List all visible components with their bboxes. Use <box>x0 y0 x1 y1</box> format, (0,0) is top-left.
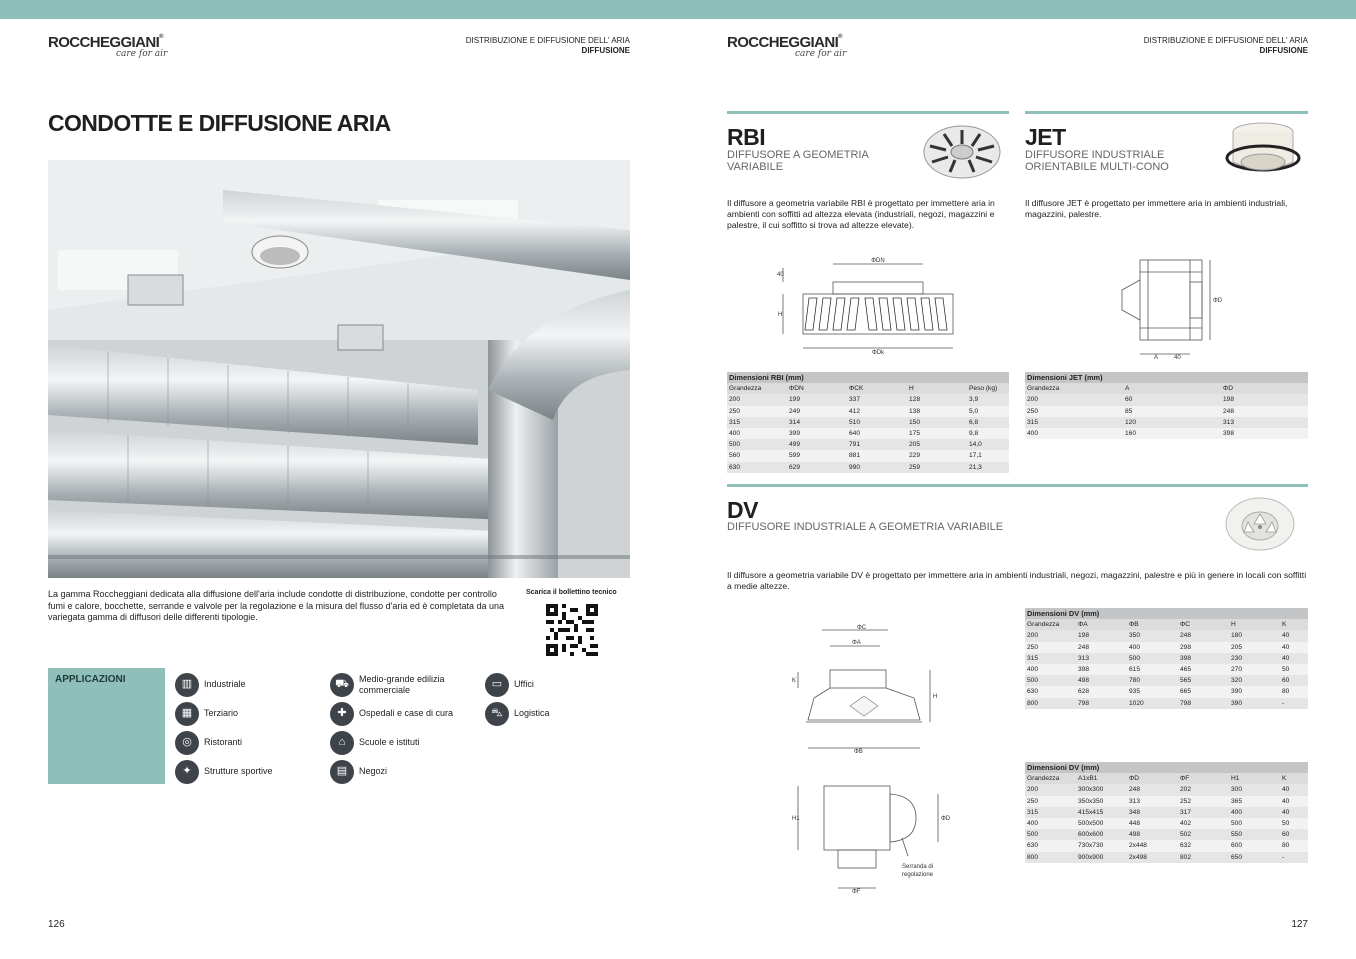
table-cell: 400 <box>727 428 787 439</box>
table-cell: 315 <box>727 417 787 428</box>
table-cell: 40 <box>1280 796 1308 807</box>
table-row <box>727 428 1009 439</box>
table-cell: 400 <box>1025 664 1076 675</box>
dv-label-b: ΦB <box>854 749 863 755</box>
table-cell: 200 <box>727 394 787 405</box>
dv-table-1 <box>1025 608 1308 709</box>
table-cell: 800 <box>1025 698 1076 709</box>
rbi-label-h: H <box>778 312 783 318</box>
dv-label-c: ΦC <box>857 625 867 631</box>
factory-icon: ▥ <box>175 673 199 697</box>
table-header: ΦD <box>1127 773 1178 784</box>
application-item <box>175 699 325 728</box>
section-header-left <box>370 36 630 56</box>
jet-product-image <box>1220 118 1306 184</box>
table-cell: 40 <box>1280 630 1308 641</box>
rbi-table-caption: Dimensioni RBI (mm) <box>727 372 1009 383</box>
table-cell: 990 <box>847 462 907 473</box>
page-number-left: 126 <box>48 919 65 930</box>
table-cell: 202 <box>1178 784 1229 795</box>
table-cell: 390 <box>1229 698 1280 709</box>
dv-dimensions-table-1 <box>1025 608 1308 709</box>
dv-label-h: H <box>933 694 938 700</box>
table-cell: 315 <box>1025 653 1076 664</box>
table-cell: 248 <box>1076 642 1127 653</box>
table-cell: 320 <box>1229 675 1280 686</box>
table-cell: 500 <box>1025 675 1076 686</box>
rbi-label-dk: ΦDk <box>871 350 885 356</box>
page-number-right: 127 <box>1291 919 1308 930</box>
dv-dimensions-table-2 <box>1025 762 1308 863</box>
dv-description: Il diffusore a geometria variabile DV è progettato per immettere aria in ambienti industriali, negozi, magazzini, palestre e più in genere in locali con soffitti a medie altezze. <box>727 570 1307 591</box>
qr-code[interactable] <box>546 604 598 656</box>
table-cell: 498 <box>1127 829 1178 840</box>
table-cell: 248 <box>1127 784 1178 795</box>
jet-technical-drawing <box>1112 250 1223 362</box>
table-cell: 500 <box>1127 653 1178 664</box>
table-cell: 500 <box>727 439 787 450</box>
table-header: A <box>1123 383 1221 394</box>
table-row <box>1025 417 1308 428</box>
table-cell: 138 <box>907 406 967 417</box>
table-cell: 60 <box>1123 394 1221 405</box>
dv-technical-drawing-2 <box>784 778 954 898</box>
table-cell: 1020 <box>1127 698 1178 709</box>
table-cell: 200 <box>1025 394 1123 405</box>
table-cell: 412 <box>847 406 907 417</box>
table-cell: 390 <box>1229 686 1280 697</box>
application-item <box>175 670 325 699</box>
table-cell: 259 <box>907 462 967 473</box>
table-cell: 628 <box>1076 686 1127 697</box>
table-cell: 314 <box>787 417 847 428</box>
table-cell: 630 <box>1025 840 1076 851</box>
dv-product-image <box>1222 494 1298 556</box>
table-header: Grandezza <box>1025 773 1076 784</box>
table-cell: 248 <box>1221 406 1308 417</box>
table-row <box>1025 840 1308 851</box>
dv-title: DV <box>727 497 758 523</box>
sport-icon: ✦ <box>175 760 199 784</box>
table-row <box>1025 796 1308 807</box>
dv-table-1-caption: Dimensioni DV (mm) <box>1025 608 1308 619</box>
download-label: Scarica il bollettino tecnico <box>526 589 617 596</box>
table-cell: 249 <box>787 406 847 417</box>
rbi-description: Il diffusore a geometria variabile RBI è progettato per immettere aria in ambienti con soffitti ad altezza elevata (industriali, negozi, magazzini e palestre, il cui soffitto si trova ad altezze elevate). <box>727 198 995 230</box>
table-cell: 640 <box>847 428 907 439</box>
table-header: H <box>907 383 967 394</box>
table-header: Peso (kg) <box>967 383 1009 394</box>
table-cell: 248 <box>1178 630 1229 641</box>
table-cell: 398 <box>1221 428 1308 439</box>
table-cell: 60 <box>1280 675 1308 686</box>
section-header-line1: DISTRIBUZIONE E DIFFUSIONE DELL' ARIA <box>1143 36 1308 45</box>
shop-icon: ▤ <box>330 760 354 784</box>
table-cell: 40 <box>1280 784 1308 795</box>
table-cell: 199 <box>787 394 847 405</box>
jet-label-a: A <box>1154 355 1159 361</box>
table-cell: 128 <box>907 394 967 405</box>
table-cell: 40 <box>1280 807 1308 818</box>
brand-name: ROCCHEGGIANI <box>727 34 839 51</box>
table-row <box>1025 406 1308 417</box>
table-cell: 250 <box>727 406 787 417</box>
applications-column-2 <box>330 670 480 786</box>
table-cell: 402 <box>1178 818 1229 829</box>
jet-subtitle-line2: ORIENTABILE MULTI-CONO <box>1025 160 1169 173</box>
table-header: ΦDN <box>787 383 847 394</box>
application-item <box>175 728 325 757</box>
table-cell: 180 <box>1229 630 1280 641</box>
table-row <box>1025 852 1308 863</box>
table-row <box>1025 428 1308 439</box>
table-header: A1xB1 <box>1076 773 1127 784</box>
dv-note-line2: regolazione <box>902 872 934 878</box>
table-row <box>1025 653 1308 664</box>
table-cell: 313 <box>1221 417 1308 428</box>
table-cell: 200 <box>1025 630 1076 641</box>
application-label: Scuole e istituti <box>359 737 420 748</box>
table-cell: 791 <box>847 439 907 450</box>
rbi-title: RBI <box>727 124 766 150</box>
dv-label-h1: H1 <box>792 816 800 822</box>
table-cell: 599 <box>787 450 847 461</box>
application-label: Medio-grande edilizia commerciale <box>359 674 445 695</box>
table-cell: 315 <box>1025 417 1123 428</box>
table-cell: 632 <box>1178 840 1229 851</box>
rbi-technical-drawing <box>773 254 965 358</box>
dv-label-a: ΦA <box>852 640 861 646</box>
table-cell: 600x600 <box>1076 829 1127 840</box>
section-header-line2: DIFFUSIONE <box>581 46 630 55</box>
table-cell: 250 <box>1025 796 1076 807</box>
rbi-subtitle-line2: VARIABILE <box>727 160 784 173</box>
table-header: H1 <box>1229 773 1280 784</box>
table-cell: 415x415 <box>1076 807 1127 818</box>
table-cell: 448 <box>1127 818 1178 829</box>
duct-installation-photo <box>48 160 630 578</box>
table-cell: 85 <box>1123 406 1221 417</box>
table-header: ΦA <box>1076 619 1127 630</box>
table-cell: 229 <box>907 450 967 461</box>
jet-title: JET <box>1025 124 1066 150</box>
shopping-cart-icon: ⛟ <box>330 673 354 697</box>
rbi-subtitle <box>727 150 869 173</box>
table-cell: 465 <box>1178 664 1229 675</box>
table-row <box>1025 818 1308 829</box>
table-cell: 198 <box>1221 394 1308 405</box>
table-cell: 565 <box>1178 675 1229 686</box>
table-cell: 400 <box>1025 818 1076 829</box>
table-cell: 398 <box>1178 653 1229 664</box>
rbi-divider <box>727 111 1009 114</box>
table-row <box>1025 675 1308 686</box>
rbi-label-top: 40 <box>777 272 784 278</box>
section-header-line2: DIFFUSIONE <box>1259 46 1308 55</box>
table-cell: 350x350 <box>1076 796 1127 807</box>
application-label: Industriale <box>204 679 246 690</box>
table-cell: 50 <box>1280 818 1308 829</box>
table-cell: 160 <box>1123 428 1221 439</box>
dv-subtitle: DIFFUSORE INDUSTRIALE A GEOMETRIA VARIABILE <box>727 521 1004 533</box>
rbi-table <box>727 372 1009 473</box>
table-header: ΦD <box>1221 383 1308 394</box>
table-row <box>727 394 1009 405</box>
intro-paragraph: La gamma Roccheggiani dedicata alla diffusione dell'aria include condotte di distribuzione, condotte per controllo fumi e calore, bocchette, serrande e valvole per la regolazione e la misura del flusso d'aria ed è completata da una variegata gamma di diffusori delle differenti tipologie. <box>48 589 504 622</box>
application-label: Uffici <box>514 679 534 690</box>
table-row <box>1025 664 1308 675</box>
application-item <box>330 699 480 728</box>
table-cell: 798 <box>1076 698 1127 709</box>
application-item <box>330 728 480 757</box>
brand-logo-left: ROCCHEGGIANI® care for air <box>48 34 168 59</box>
table-cell: 730x730 <box>1076 840 1127 851</box>
table-header: ΦB <box>1127 619 1178 630</box>
table-cell: 800 <box>1025 852 1076 863</box>
applications-box <box>48 668 165 784</box>
table-cell: 348 <box>1127 807 1178 818</box>
jet-label-d: ΦD <box>1213 298 1223 304</box>
table-row <box>727 406 1009 417</box>
jet-subtitle <box>1025 150 1169 173</box>
presentation-icon: ▭ <box>485 673 509 697</box>
table-cell: 560 <box>727 450 787 461</box>
table-cell: 250 <box>1025 642 1076 653</box>
table-cell: 337 <box>847 394 907 405</box>
table-cell: 205 <box>907 439 967 450</box>
table-cell: 498 <box>1076 675 1127 686</box>
application-label: Ospedali e case di cura <box>359 708 454 719</box>
table-cell: 900x900 <box>1076 852 1127 863</box>
table-cell: 400 <box>1025 428 1123 439</box>
table-header: Grandezza <box>1025 383 1123 394</box>
table-cell: 198 <box>1076 630 1127 641</box>
table-cell: 502 <box>1178 829 1229 840</box>
table-cell: 400 <box>1127 642 1178 653</box>
forklift-icon: ⛍ <box>485 702 509 726</box>
hospital-bed-icon: ✚ <box>330 702 354 726</box>
table-row <box>727 450 1009 461</box>
section-header-line1: DISTRIBUZIONE E DIFFUSIONE DELL' ARIA <box>465 36 630 45</box>
table-cell: 500 <box>1025 829 1076 840</box>
brand-tagline: care for air <box>795 49 847 59</box>
table-cell: 9,8 <box>967 428 1009 439</box>
table-cell: 500x500 <box>1076 818 1127 829</box>
table-cell: 313 <box>1076 653 1127 664</box>
application-item <box>175 757 325 786</box>
table-cell: 510 <box>847 417 907 428</box>
table-cell: 780 <box>1127 675 1178 686</box>
application-label: Strutture sportive <box>204 766 273 777</box>
restaurant-icon: ◎ <box>175 731 199 755</box>
table-cell: 398 <box>1076 664 1127 675</box>
application-label: Ristoranti <box>204 737 243 748</box>
table-cell: 150 <box>907 417 967 428</box>
jet-subtitle-line1: DIFFUSORE INDUSTRIALE <box>1025 149 1165 161</box>
table-cell: 350 <box>1127 630 1178 641</box>
dv-technical-drawing-1 <box>790 620 950 760</box>
table-cell: 665 <box>1178 686 1229 697</box>
table-header: Grandezza <box>727 383 787 394</box>
school-icon: ⌂ <box>330 731 354 755</box>
table-cell: 802 <box>1178 852 1229 863</box>
dv-label-d: ΦD <box>941 816 951 822</box>
dv-table-2 <box>1025 762 1308 863</box>
table-header: K <box>1280 773 1308 784</box>
table-cell: 250 <box>1025 406 1123 417</box>
dv-label-f: ΦF <box>852 889 861 895</box>
table-cell: 3,9 <box>967 394 1009 405</box>
table-cell: 300 <box>1229 784 1280 795</box>
table-cell: 2x448 <box>1127 840 1178 851</box>
applications-column-3 <box>485 670 605 728</box>
table-header: K <box>1280 619 1308 630</box>
table-cell: 2x498 <box>1127 852 1178 863</box>
table-cell: 205 <box>1229 642 1280 653</box>
table-cell: 935 <box>1127 686 1178 697</box>
table-cell: 40 <box>1280 653 1308 664</box>
application-label: Logistica <box>514 708 550 719</box>
table-row <box>1025 394 1308 405</box>
application-item <box>485 670 605 699</box>
applications-column-1 <box>175 670 325 786</box>
table-cell: 600 <box>1229 840 1280 851</box>
office-building-icon: ▦ <box>175 702 199 726</box>
table-cell: 798 <box>1178 698 1229 709</box>
table-header: H <box>1229 619 1280 630</box>
table-header: Grandezza <box>1025 619 1076 630</box>
table-cell: 21,3 <box>967 462 1009 473</box>
table-cell: 499 <box>787 439 847 450</box>
table-cell: 550 <box>1229 829 1280 840</box>
jet-table-caption: Dimensioni JET (mm) <box>1025 372 1308 383</box>
table-cell: 270 <box>1229 664 1280 675</box>
table-cell: 365 <box>1229 796 1280 807</box>
application-item <box>485 699 605 728</box>
table-cell: 5,0 <box>967 406 1009 417</box>
table-cell: 230 <box>1229 653 1280 664</box>
dv-note-line1: Serranda di <box>902 864 934 870</box>
jet-table <box>1025 372 1308 439</box>
table-cell: 175 <box>907 428 967 439</box>
table-cell: 6,8 <box>967 417 1009 428</box>
table-cell: 317 <box>1178 807 1229 818</box>
dv-divider <box>727 484 1308 487</box>
brand-name: ROCCHEGGIANI <box>48 34 160 51</box>
table-cell: 630 <box>727 462 787 473</box>
jet-description: Il diffusore JET è progettato per immettere aria in ambienti industriali, magazzini, palestre. <box>1025 198 1288 219</box>
table-cell: 629 <box>787 462 847 473</box>
table-cell: 60 <box>1280 829 1308 840</box>
table-cell: 500 <box>1229 818 1280 829</box>
application-item <box>330 670 480 699</box>
jet-divider <box>1025 111 1308 114</box>
table-cell: - <box>1280 698 1308 709</box>
table-cell: 17,1 <box>967 450 1009 461</box>
table-cell: 650 <box>1229 852 1280 863</box>
page-title: CONDOTTE E DIFFUSIONE ARIA <box>48 110 391 136</box>
brand-tagline: care for air <box>116 49 168 59</box>
rbi-label-dn: ΦDN <box>871 258 885 264</box>
table-row <box>727 439 1009 450</box>
table-cell: 120 <box>1123 417 1221 428</box>
table-row <box>1025 686 1308 697</box>
table-cell: - <box>1280 852 1308 863</box>
dv-table-2-caption: Dimensioni DV (mm) <box>1025 762 1308 773</box>
applications-title: APPLICAZIONI <box>55 674 126 685</box>
table-row <box>1025 630 1308 641</box>
table-cell: 80 <box>1280 686 1308 697</box>
table-row <box>727 417 1009 428</box>
table-cell: 50 <box>1280 664 1308 675</box>
table-header: ΦC <box>1178 619 1229 630</box>
table-row <box>1025 807 1308 818</box>
rbi-subtitle-line1: DIFFUSORE A GEOMETRIA <box>727 149 869 161</box>
table-header: ΦCK <box>847 383 907 394</box>
application-label: Negozi <box>359 766 388 777</box>
application-item <box>330 757 480 786</box>
table-cell: 630 <box>1025 686 1076 697</box>
table-cell: 200 <box>1025 784 1076 795</box>
table-cell: 399 <box>787 428 847 439</box>
top-color-band <box>0 0 1356 19</box>
table-row <box>1025 784 1308 795</box>
table-cell: 40 <box>1280 642 1308 653</box>
table-cell: 313 <box>1127 796 1178 807</box>
table-cell: 400 <box>1229 807 1280 818</box>
jet-label-40: 40 <box>1174 355 1181 361</box>
table-cell: 298 <box>1178 642 1229 653</box>
table-cell: 615 <box>1127 664 1178 675</box>
rbi-dimensions-table <box>727 372 1009 473</box>
table-cell: 80 <box>1280 840 1308 851</box>
table-row <box>727 462 1009 473</box>
section-header-right <box>1048 36 1308 56</box>
jet-dimensions-table <box>1025 372 1308 439</box>
table-row <box>1025 698 1308 709</box>
brand-logo-right: ROCCHEGGIANI® care for air <box>727 34 847 59</box>
table-row <box>1025 642 1308 653</box>
dv-label-k: K <box>792 678 797 684</box>
table-cell: 300x300 <box>1076 784 1127 795</box>
table-cell: 881 <box>847 450 907 461</box>
application-label: Terziario <box>204 708 239 719</box>
table-header: ΦF <box>1178 773 1229 784</box>
table-cell: 252 <box>1178 796 1229 807</box>
table-row <box>1025 829 1308 840</box>
table-cell: 14,0 <box>967 439 1009 450</box>
rbi-product-image <box>922 122 1002 180</box>
table-cell: 315 <box>1025 807 1076 818</box>
